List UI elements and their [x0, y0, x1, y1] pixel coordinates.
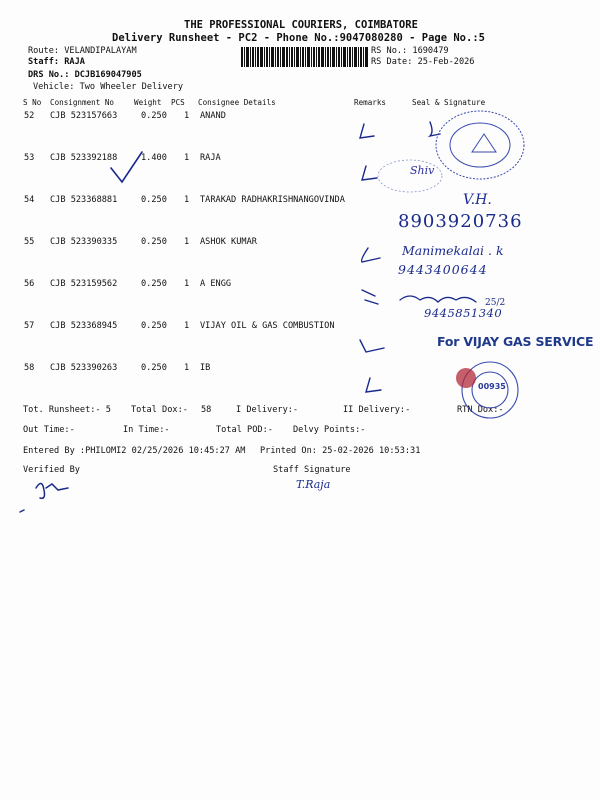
- col-weight: Weight: [134, 98, 162, 107]
- col-seal-signature: Seal & Signature: [412, 98, 486, 107]
- vehicle-label: Vehicle: Two Wheeler Delivery: [33, 82, 184, 92]
- row-consignment: CJB 523390263: [50, 363, 118, 373]
- row-consignee: A ENGG: [200, 279, 232, 289]
- col-remarks: Remarks: [354, 98, 387, 107]
- entered-by: Entered By :PHILOMI2 02/25/2026 10:45:27 AM: [23, 446, 246, 456]
- out-time: Out Time:-: [23, 425, 75, 435]
- row-weight: 0.250: [141, 237, 167, 247]
- runsheet-title: Delivery Runsheet - PC2 - Phone No.:9047080280 - Page No.:5: [112, 32, 485, 44]
- row-sno: 53: [24, 153, 35, 163]
- staff-label: Staff: RAJA: [28, 57, 85, 67]
- row-weight: 0.250: [141, 321, 167, 331]
- row-sno: 55: [24, 237, 35, 247]
- row54-signature: V.H.: [463, 192, 492, 208]
- col-pcs: PCS: [171, 98, 185, 107]
- total-dox-label: Total Dox:-: [131, 405, 188, 415]
- staff-signature: T.Raja: [296, 478, 331, 491]
- row-consignee: ANAND: [200, 111, 226, 121]
- row-sno: 54: [24, 195, 35, 205]
- row-pcs: 1: [184, 111, 190, 121]
- row-weight: 0.250: [141, 195, 167, 205]
- drs-number: DRS No.: DCJB169047905: [28, 70, 142, 80]
- row-weight: 0.250: [141, 363, 167, 373]
- row-pcs: 1: [184, 153, 190, 163]
- row-consignment: CJB 523157663: [50, 111, 118, 121]
- row56-phone: 9445851340: [424, 306, 503, 320]
- row-consignee: TARAKAD RADHAKRISHNANGOVINDA: [200, 195, 345, 205]
- row-weight: 0.250: [141, 111, 167, 121]
- row-pcs: 1: [184, 195, 190, 205]
- i-delivery: I Delivery:-: [236, 405, 299, 415]
- row-consignment: CJB 523159562: [50, 279, 118, 289]
- row-consignee: ASHOK KUMAR: [200, 237, 257, 247]
- row-sno: 58: [24, 363, 35, 373]
- row58-stamp-number: 00935: [478, 382, 506, 391]
- row-consignment: CJB 523392188: [50, 153, 118, 163]
- tot-runsheet: Tot. Runsheet:- 5: [23, 405, 111, 415]
- vijay-gas-stamp: For VIJAY GAS SERVICE: [437, 334, 594, 349]
- printed-on: Printed On: 25-02-2026 10:53:31: [260, 446, 421, 456]
- col-sno: S No: [23, 98, 42, 107]
- ii-delivery: II Delivery:-: [343, 405, 411, 415]
- col-consignee: Consignee Details: [198, 98, 276, 107]
- row-consignment: CJB 523368881: [50, 195, 118, 205]
- col-consignment: Consignment No: [50, 98, 115, 107]
- in-time: In Time:-: [123, 425, 170, 435]
- row-consignee: VIJAY OIL & GAS COMBUSTION: [200, 321, 335, 331]
- row56-date: 25/2: [485, 298, 506, 308]
- row-pcs: 1: [184, 321, 190, 331]
- row53-signature: Shiv: [410, 164, 435, 177]
- row-consignee: RAJA: [200, 153, 221, 163]
- row55-name: Manimekalai . k: [402, 243, 504, 258]
- row-sno: 52: [24, 111, 35, 121]
- row-pcs: 1: [184, 237, 190, 247]
- barcode: [241, 47, 368, 67]
- row-consignment: CJB 523368945: [50, 321, 118, 331]
- row-consignment: CJB 523390335: [50, 237, 118, 247]
- rs-number: RS No.: 1690479: [371, 46, 449, 56]
- row55-phone: 9443400644: [398, 262, 488, 277]
- delvy-points: Delvy Points:-: [293, 425, 366, 435]
- staff-signature-label: Staff Signature: [273, 465, 351, 475]
- row-weight: 0.250: [141, 279, 167, 289]
- rtn-dox: RTN Dox:-: [457, 405, 504, 415]
- row-sno: 57: [24, 321, 35, 331]
- total-pod: Total POD:-: [216, 425, 273, 435]
- row-pcs: 1: [184, 363, 190, 373]
- verified-by: Verified By: [23, 465, 80, 475]
- rs-date: RS Date: 25-Feb-2026: [371, 57, 475, 67]
- row54-phone: 8903920736: [398, 211, 523, 232]
- row-sno: 56: [24, 279, 35, 289]
- row-consignee: IB: [200, 363, 211, 373]
- row-pcs: 1: [184, 279, 190, 289]
- total-dox-value: 58: [201, 405, 212, 415]
- row-weight: 1.400: [141, 153, 167, 163]
- route-label: Route: VELANDIPALAYAM: [28, 46, 137, 56]
- company-name: THE PROFESSIONAL COURIERS, COIMBATORE: [184, 19, 418, 31]
